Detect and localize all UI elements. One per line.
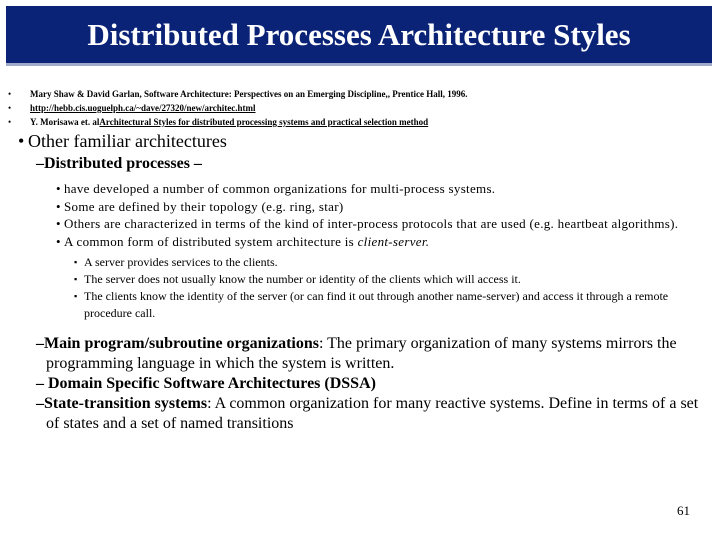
title-bar: [6, 6, 712, 66]
state-transition-text: : A common organization for many reactive systems. Define in terms of a set of states and a set of named transitions: [46, 395, 699, 432]
client-server-point: [74, 288, 708, 322]
bullet-icon: •: [56, 181, 61, 196]
square-bullet-icon: ▪: [74, 257, 78, 267]
sub-bullet-line: [64, 233, 429, 251]
bullet-icon: •: [56, 233, 61, 249]
main-point-text: Other familiar architectures: [28, 131, 227, 151]
distributed-heading-text: –Distributed processes –: [36, 155, 202, 172]
client-server-point-text: The clients know the identity of the server (or can find it out through another name-server) and access it through a remote procedure call.: [84, 289, 669, 320]
reference-item: [8, 101, 708, 115]
reference-item: [8, 115, 708, 129]
reference-list: [8, 87, 708, 129]
sub-bullet: [56, 233, 708, 251]
sub-bullet: [56, 215, 708, 233]
bullet-icon: •: [8, 103, 12, 113]
state-transition-item: [36, 394, 708, 434]
client-server-point-text: A server provides services to the clients.: [84, 255, 278, 269]
dssa-item: [36, 374, 708, 394]
bullet-icon: •: [8, 89, 12, 99]
slide-title: Distributed Processes Architecture Styles: [87, 16, 631, 52]
sub-bullet: [56, 198, 708, 216]
sub-bullet-text: Some are defined by their topology (e.g. ring, star): [64, 198, 344, 214]
sub-bullet: [56, 180, 708, 198]
client-server-point-text: The server does not usually know the number or identity of the clients which will access it.: [84, 272, 521, 286]
reference-link[interactable]: Architectural Styles for distributed processing systems and practical selection method: [99, 117, 429, 127]
sub-bullet-text: have developed a number of common organizations for multi-process systems.: [64, 181, 496, 196]
reference-item: [8, 87, 708, 101]
sub-bullet-text: A common form of distributed system architecture is: [64, 233, 358, 249]
reference-text: Y. Morisawa et. al: [30, 117, 100, 127]
main-program-term: Main program/subroutine organizations: [44, 335, 319, 352]
main-point: [18, 130, 708, 152]
sub-bullet-list: [56, 180, 708, 250]
state-transition-term: State-transition systems: [44, 395, 208, 412]
reference-text: Mary Shaw & David Garlan, Software Architecture: Perspectives on an Emerging Discipline,, Prentice Hall, 1996.: [30, 89, 468, 99]
bullet-icon: •: [56, 216, 61, 231]
dash-prefix: –: [36, 335, 44, 352]
client-server-list: [74, 254, 708, 322]
reference-link[interactable]: http://hebb.cis.uoguelph.ca/~dave/27320/new/architec.html: [30, 103, 256, 113]
dash-prefix: –: [36, 395, 44, 412]
bullet-icon: •: [56, 198, 61, 214]
client-server-point: [74, 271, 708, 288]
bullet-icon: •: [18, 131, 25, 151]
square-bullet-icon: ▪: [74, 274, 78, 284]
client-server-point: [74, 254, 708, 271]
main-program-text: : The primary organization of many systems mirrors the programming language in which the system is written.: [46, 335, 677, 372]
distributed-heading: [36, 154, 708, 174]
bullet-icon: •: [8, 117, 12, 127]
main-program-item: [36, 334, 708, 374]
slide-body: [18, 130, 708, 434]
sub-bullet-text: Others are characterized in terms of the kind of inter-process protocols that are used (e.g. heartbeat algorithms).: [64, 216, 679, 231]
dssa-text: – Domain Specific Software Architectures (DSSA): [36, 375, 376, 392]
square-bullet-icon: ▪: [74, 291, 78, 301]
client-server-term: client-server.: [357, 233, 430, 249]
page-number: 61: [677, 503, 690, 518]
